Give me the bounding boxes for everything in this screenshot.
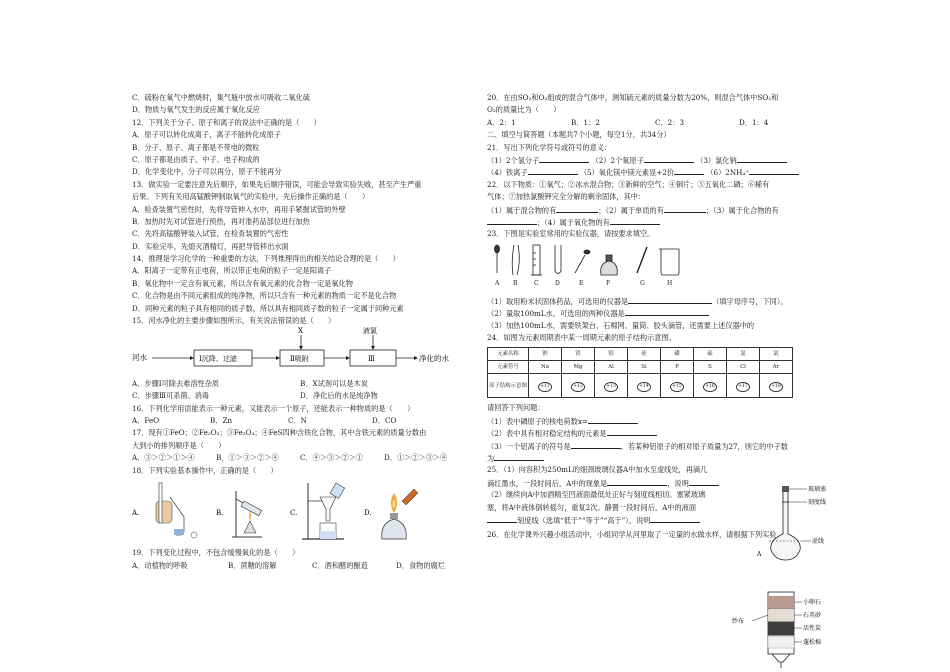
option-b: B．①＞③＞②＞④ (216, 453, 279, 463)
flow-chlorine-label: 液氯 (363, 327, 377, 336)
option-c: C．N (288, 416, 307, 425)
option-d: D．CO (372, 416, 397, 425)
water-purification-flow (132, 327, 462, 373)
pebble-label: 小卵石 (803, 599, 822, 606)
left-column (132, 92, 462, 572)
option-d: D．食物的腐烂 (396, 560, 445, 570)
question-17-options (132, 452, 462, 464)
q24-part-3: （3）一个铝离子的符号是 (487, 441, 571, 451)
q24-part-2: （2）表中具有相对稳定结构的元素是 (487, 429, 607, 439)
option-c: C．2：3 (655, 117, 685, 127)
q22-part-1: （1）属于混合物的有 (487, 205, 557, 215)
nucleus-charge: +12 (571, 382, 585, 392)
answer-blank[interactable] (737, 154, 787, 163)
element-symbol: Al (595, 361, 628, 374)
question-14: 14．推理是学习化学的一种重要的方法，下列推理得出的相关结论合理的是（ ） (132, 254, 400, 264)
sand-layer (768, 609, 794, 621)
question-19: 19．下列变化过程中，不包含缓慢氧化的是（ ） (132, 548, 300, 558)
option-d: D．净化后的水是纯净物 (300, 391, 378, 401)
element-name: 硫 (694, 347, 727, 360)
beaker-icon (659, 249, 679, 275)
question-26: 26．在化学课外兴趣小组活动中，小组同学从河里取了一定量的水做水样，请根据下列实验 (487, 530, 777, 540)
tongs-icon (512, 245, 519, 275)
question-20-options (487, 117, 827, 129)
spatula-icon (575, 255, 585, 273)
answer-blank[interactable] (571, 440, 621, 449)
q24-part-1: （1）表中磷原子的核电荷数x= (487, 416, 588, 426)
option-a: A．③＞②＞①＞④ (132, 453, 195, 463)
dropper-tube-illustration (156, 483, 197, 538)
question-22-row2 (487, 216, 827, 228)
answer-blank[interactable] (628, 295, 712, 304)
flow-step-3: Ⅲ (368, 355, 375, 364)
instrument-label: G (640, 279, 645, 287)
nucleus-charge: +16 (703, 382, 717, 392)
answer-blank[interactable] (650, 514, 700, 523)
carbon-layer (768, 622, 794, 635)
option-d: D．化学变化中，分子可以再分，原子不能再分 (132, 167, 282, 177)
question-25-line-5 (487, 514, 755, 526)
element-symbol: Si (628, 361, 661, 374)
q22-part-2: ；（2）属于单质的有 (598, 205, 664, 215)
element-symbol: Na (529, 361, 562, 374)
question-24-prompt: 请回答下列问题： (487, 403, 545, 413)
element-name: 氯 (727, 347, 760, 360)
option-a: A．阳离子一定带有正电荷，所以带正电荷的粒子一定是阳离子 (132, 266, 332, 276)
question-23: 23．下图是实验室常用的实验仪器，请按要求填空。 (487, 229, 655, 239)
flow-start: 河水 (132, 353, 147, 363)
question-17-cont: 大到小的排列顺序是（ ） (132, 440, 226, 450)
question-12: 12．下列关于分子、原子和离子的说法中正确的是（ ） (132, 117, 321, 127)
question-24-part-2 (487, 427, 827, 439)
glass-stopper-icon (782, 486, 789, 492)
table-header: 原子结构示意图 (488, 374, 529, 398)
option-a: A．动植物的呼吸 (132, 560, 188, 570)
sand-label: 石英砂 (803, 612, 822, 619)
nucleus-charge: +13 (604, 382, 618, 392)
question-23-part-3 (487, 320, 827, 332)
instrument-label: E (579, 279, 584, 287)
answer-blank[interactable] (487, 216, 537, 225)
answer-blank[interactable] (674, 166, 704, 175)
q24-part-3-cont: 。若某种铝原子的相对原子质量为27，则它的中子数 (620, 441, 788, 451)
cotton-layer (768, 636, 794, 648)
option-c: C．化合物是由不同元素组成的纯净物，所以只含有一种元素的物质一定不是化合物 (132, 291, 397, 301)
option-b: B．蔗糖的溶解 (228, 560, 277, 570)
question-23-part-2 (487, 307, 827, 319)
element-symbol: Cl (727, 361, 760, 374)
option-d-label: D. (364, 508, 372, 517)
option-c: C．酒和醋的酿造 (312, 560, 368, 570)
question-15: 15．河水净化的主要步骤如图所示，有关说法错误的是（ ） (132, 316, 336, 326)
answer-blank[interactable] (539, 154, 589, 163)
flow-end: 净化的水 (419, 354, 449, 364)
atom-structure-diagram (562, 374, 595, 398)
q24-part-3-end: 为 (487, 454, 495, 464)
question-24-part-1 (487, 415, 827, 427)
element-name: 磷 (661, 347, 694, 360)
question-22-cont: 气体；⑦加热氯酸钾完全分解的剩余固体，其中： (487, 192, 646, 202)
filtration-setup-illustration (302, 483, 345, 539)
graduated-cylinder-icon (533, 245, 540, 275)
table-header: 元素符号 (488, 361, 529, 374)
question-15-options-cd (132, 390, 462, 402)
option-d: D．实验完毕，先熄灭酒精灯，再把导管移出水面 (132, 241, 289, 251)
option-b: B．氧化物中一定含有氧元素，所以含有氧元素的化合物一定是氧化物 (132, 278, 353, 288)
q21-part-5: （5）氧化镁中镁元素显+2价 (579, 168, 675, 178)
instrument-label: D (555, 279, 560, 287)
answer-blank[interactable] (528, 166, 578, 175)
element-symbol: Mg (562, 361, 595, 374)
question-15-options-ab (132, 378, 462, 390)
option-b: B．1：2 (571, 117, 600, 127)
atom-structure-diagram (628, 374, 661, 398)
answer-blank[interactable] (588, 415, 638, 424)
mark-label: 刻度线 (808, 499, 827, 506)
q25-part-2: 塞，将A中液体倒转摇匀，重复2次。静置一段时间后，A中的液面 (487, 502, 697, 512)
answer-blank[interactable] (664, 204, 706, 213)
atom-structure-diagram (727, 374, 760, 398)
nucleus-charge: +14 (637, 382, 651, 392)
question-13-cont: 后果。下列有关用高锰酸钾制取氧气的实验中，先后操作正确的是（ ） (132, 192, 370, 202)
question-24-part-3-end (487, 452, 827, 464)
option-a: A．步骤Ⅰ可除去难溶性杂质 (132, 378, 220, 388)
atom-structure-diagram (661, 374, 694, 398)
answer-blank[interactable] (607, 427, 657, 436)
option-c: C．④＞③＞②＞① (300, 453, 364, 463)
q23-part-2: （2）量取100mL水，可选用的两种仪器是 (487, 309, 625, 319)
question-16: 16．下列化学用语能表示一种元素，又能表示一个原子，还能表示一种物质的是（ ） (132, 403, 415, 413)
flow-step-2: Ⅱ吸附 (290, 355, 309, 364)
nucleus-charge: +11 (538, 382, 552, 392)
question-18: 18．下列实验基本操作中，正确的是（ ） (132, 465, 278, 475)
question-24: 24．如图为元素周期表中某一周期元素的原子结构示意图。 (487, 333, 676, 343)
table-header: 元素名称 (488, 347, 529, 360)
option-c-label: C. (290, 508, 298, 517)
q25-part-1: 滴红墨水，一段时间后，A中的现象是 (487, 478, 608, 488)
q22-part-3: ；（3）属于化合物的有 (705, 205, 779, 215)
option-d: D．同种元素的粒子具有相同的质子数，所以具有相同质子数的粒子一定属于同种元素 (132, 303, 404, 313)
question-13: 13．做实验一定要注意先后顺序，如果先后顺序错误，可能会导致实验失败，甚至产生严重 (132, 179, 422, 189)
element-symbol: S (694, 361, 727, 374)
option-b: B．分子、原子、离子都是不带电的微粒 (132, 142, 260, 152)
question-25-line-2 (487, 477, 755, 489)
option-c: C．原子都是由质子、中子、电子构成的 (132, 154, 260, 164)
instrument-label: C (534, 279, 539, 287)
q21-part-2: （2）2个氧原子 (591, 155, 644, 165)
instrument-label: H (667, 279, 673, 287)
dash-line-label: 虚线 (812, 538, 825, 545)
question-25-line-3: （2）继续向A中加酒精至凹液面最低处正好与刻度线相切。塞紧玻璃 (487, 490, 706, 500)
question-21-row2 (487, 166, 827, 178)
nucleus-charge: +18 (769, 382, 783, 392)
right-column (487, 92, 827, 542)
question-24-part-3 (487, 440, 827, 452)
element-name: 钠 (529, 347, 562, 360)
question-21: 21．写出下列化学符号或符号的意义： (487, 142, 612, 152)
q23-part-1-note: （填字母序号，下同）。 (712, 297, 788, 307)
answer-blank[interactable] (749, 166, 799, 175)
option-b-label: B. (216, 508, 224, 517)
option-d: D．1：4 (739, 117, 769, 127)
question-16-options (132, 415, 462, 427)
option-b: B．X试剂可以是木炭 (300, 378, 368, 388)
element-symbol: Ar (760, 361, 793, 374)
simple-water-filter-figure (730, 590, 840, 670)
answer-blank[interactable] (607, 477, 667, 486)
q23-part-3: （3）加热100mL水，需要铁架台、石棉网、量筒、胶头滴管，还需要上述仪器中的 (487, 320, 755, 330)
q21-part-3: （3）氯化钠 (696, 155, 737, 165)
heating-tube-illustration (232, 491, 262, 537)
answer-blank[interactable] (556, 204, 598, 213)
experiment-operations-figure (132, 477, 462, 543)
flow-step-1: Ⅰ沉降、过滤 (199, 355, 237, 364)
stopper-label: 玻璃塞 (808, 486, 827, 493)
element-symbol: P (661, 361, 694, 374)
question-21-row1 (487, 154, 827, 166)
option-a: A．FeO (132, 416, 160, 425)
option-b: B．加热时先对试管进行预热，再对准药品部位进行加热 (132, 216, 310, 226)
instrument-label: A (495, 279, 500, 287)
question-20-cont: O₂的质量比为（ ） (487, 105, 561, 115)
alcohol-lamp-icon (601, 261, 618, 275)
option-a: A．检查装置气密性时，先将导管伸入水中，再用手紧握试管的外壁 (132, 204, 346, 214)
alcohol-lamp-illustration (382, 489, 418, 539)
element-name: 镁 (562, 347, 595, 360)
question-line: D．物质与氧气发生的反应属于氧化反应 (132, 105, 260, 115)
question-line: C．硫粉在氧气中燃烧时，集气瓶中放水可吸收二氧化硫 (132, 93, 311, 102)
question-23-part-1 (487, 295, 827, 307)
q25-part-1-end: ，说明 (667, 478, 689, 488)
glass-rod-icon (637, 247, 647, 273)
element-name: 氩 (760, 347, 793, 360)
atom-structure-diagram (694, 374, 727, 398)
nucleus-charge: +17 (736, 382, 750, 392)
answer-blank[interactable] (625, 307, 709, 316)
element-name: 铝 (595, 347, 628, 360)
question-17: 17．现有①FeO；②Fe₂O₃；③Fe₃O₄；④FeS四种含铁化合物，其中含铁元素的质量分数由 (132, 428, 427, 438)
option-a: A．原子可以转化成离子，离子不能转化成原子 (132, 130, 281, 140)
test-tube-icon (555, 245, 561, 274)
answer-blank[interactable] (487, 514, 517, 523)
answer-blank[interactable] (610, 216, 660, 225)
question-25-line-4 (487, 502, 755, 514)
gauze-label: 纱布 (732, 618, 745, 625)
volumetric-flask-figure (755, 484, 835, 564)
answer-blank[interactable] (644, 154, 694, 163)
option-a-label: A. (132, 508, 140, 517)
periodic-table-row (487, 347, 793, 399)
atom-structure-diagram (595, 374, 628, 398)
element-name: 硅 (628, 347, 661, 360)
section-2-heading: 二、填空与简答题（本题共7个小题，每空1分，共34分） (487, 130, 671, 140)
option-b: B．Zn (210, 416, 233, 425)
atom-structure-diagram (760, 374, 793, 398)
question-22-row1 (487, 204, 827, 216)
dropper-icon (495, 245, 500, 253)
q21-part-1: （1）2个氢分子 (487, 155, 540, 165)
lab-instruments-figure (487, 241, 827, 291)
flow-x-label: X (298, 327, 303, 336)
cotton-label: 蓬松棉 (803, 639, 822, 646)
q21-part-6: （6）2NH₄⁺ (706, 168, 750, 178)
q25-part-2-end: 刻度线（选填“低于”“等于”“高于”），说明 (517, 515, 651, 525)
q21-part-4: （4）铁离子 (487, 168, 528, 178)
question-19-options (132, 560, 462, 572)
answer-blank[interactable] (689, 477, 719, 486)
option-a: A．2：1 (487, 117, 516, 127)
q23-part-1: （1）取用粉末状固体药品，可选用的仪器是 (487, 297, 629, 307)
flask-letter: A (757, 551, 762, 558)
answer-blank[interactable] (494, 452, 544, 461)
instrument-label: F (606, 279, 611, 287)
option-c: C．步骤Ⅲ可杀菌、消毒 (132, 391, 210, 401)
instrument-label: B (513, 279, 518, 287)
nucleus-charge: +15 (670, 382, 684, 392)
question-22: 22．以下物质：①氧气；②冰水混合物；③新鲜的空气；④铜片；⑤五氧化二磷；⑥稀有 (487, 179, 770, 189)
question-20: 20．在由SO₂和O₂组成的混合气体中，测知硫元素的质量分数为20%，则混合气体中SO₂和 (487, 93, 779, 102)
option-c: C．先将高锰酸钾装入试管，在检查装置的气密性 (132, 229, 289, 239)
atom-structure-diagram (529, 374, 562, 398)
q22-part-4: ；（4）属于氧化物的有 (537, 217, 610, 227)
carbon-label: 活性炭 (803, 625, 822, 632)
option-d: D．①＞②＞③＞④ (384, 453, 448, 463)
question-25: 25．（1）向容积为250mL的细颈玻璃仪器A中加水至虚线处，再滴几 (487, 465, 708, 475)
pebble-layer (768, 596, 794, 608)
